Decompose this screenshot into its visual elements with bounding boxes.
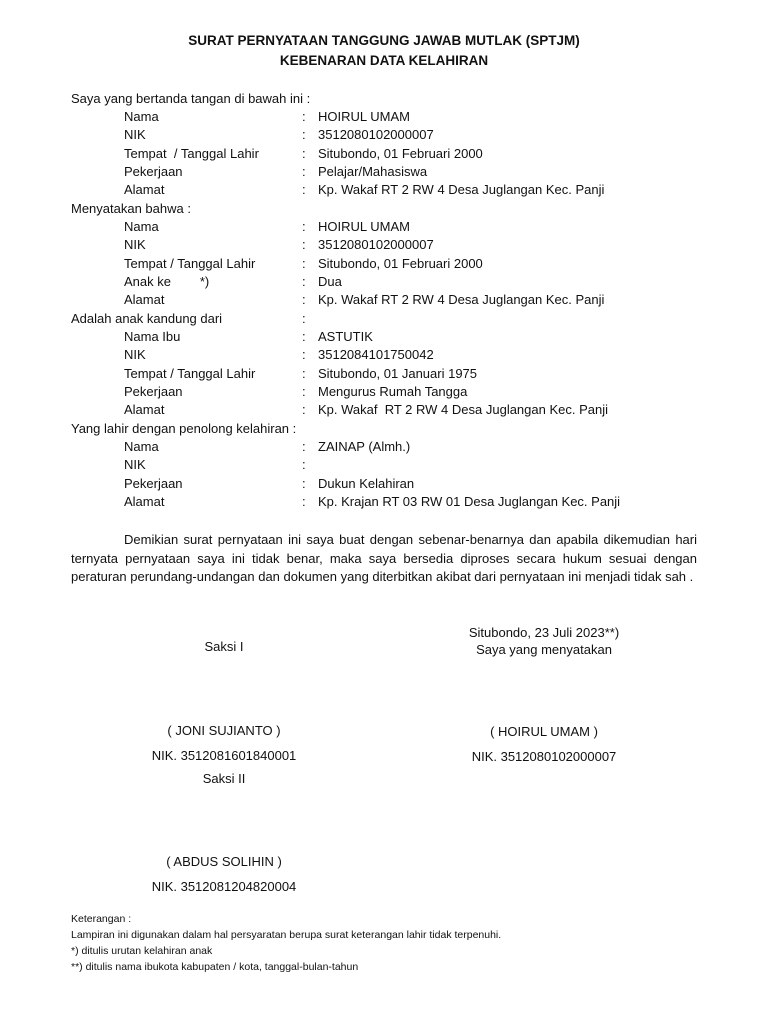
field-value: Kp. Wakaf RT 2 RW 4 Desa Juglangan Kec. Panji <box>318 402 608 417</box>
field-label: NIK <box>124 347 146 362</box>
field-label: Alamat <box>124 402 165 417</box>
declarant-caption: Saya yang menyatakan <box>476 642 612 657</box>
field-value: 3512084101750042 <box>318 347 434 362</box>
field-colon: : <box>302 384 306 399</box>
field-label: Tempat / Tanggal Lahir <box>124 146 259 161</box>
field-label: Alamat <box>124 494 165 509</box>
field-label: NIK <box>124 237 146 252</box>
field-colon: : <box>302 439 306 454</box>
notes-heading: Keterangan : <box>71 913 132 925</box>
field-colon: : <box>302 457 306 472</box>
note-line: **) ditulis nama ibukota kabupaten / kota, tanggal-bulan-tahun <box>71 961 359 973</box>
field-label: Tempat / Tanggal Lahir <box>124 366 256 381</box>
declarant-name: ( HOIRUL UMAM ) <box>490 724 598 739</box>
field-colon: : <box>302 476 306 491</box>
field-label: Nama Ibu <box>124 329 181 344</box>
field-colon: : <box>302 182 306 197</box>
witness-2-nik: NIK. 3512081204820004 <box>151 879 297 894</box>
field-value: HOIRUL UMAM <box>318 109 410 124</box>
field-value: Mengurus Rumah Tangga <box>318 384 468 399</box>
field-label: Nama <box>124 219 159 234</box>
field-value: HOIRUL UMAM <box>318 219 410 234</box>
witness-2-caption: Saksi II <box>202 771 246 786</box>
field-label: Nama <box>124 439 159 454</box>
field-label: Pekerjaan <box>124 164 183 179</box>
field-value: Dukun Kelahiran <box>318 476 415 491</box>
field-label: NIK <box>124 127 146 142</box>
field-label: Tempat / Tanggal Lahir <box>124 256 256 271</box>
field-value: Situbondo, 01 Februari 2000 <box>318 146 483 161</box>
section-heading-declarant: Saya yang bertanda tangan di bawah ini : <box>71 91 311 106</box>
field-value: Pelajar/Mahasiswa <box>318 164 428 179</box>
field-colon: : <box>302 366 306 381</box>
field-colon: : <box>302 219 306 234</box>
witness-1-caption: Saksi I <box>204 639 244 654</box>
section-heading-statement: Menyatakan bahwa : <box>71 201 191 216</box>
place-date: Situbondo, 23 Juli 2023**) <box>468 625 620 640</box>
field-label: Pekerjaan <box>124 384 183 399</box>
document-title-line-2: KEBENARAN DATA KELAHIRAN <box>279 53 489 68</box>
field-colon: : <box>302 274 306 289</box>
statement-paragraph: Demikian surat pernyataan ini saya buat dengan sebenar-benarnya dan apabila dikemudian hari ternyata pernyataan saya ini tidak benar, maka saya bersedia diproses secara hukum sesuai dengan peraturan perundang-undangan dan dokumen yang diterbitkan akibat dari pernyataan ini menjadi tidak sah . <box>71 532 697 584</box>
witness-1-name: ( JONI SUJIANTO ) <box>167 723 281 738</box>
field-value: Situbondo, 01 Januari 1975 <box>318 366 478 381</box>
field-value: Kp. Wakaf RT 2 RW 4 Desa Juglangan Kec. Panji <box>318 292 605 307</box>
note-line: *) ditulis urutan kelahiran anak <box>71 945 213 957</box>
field-colon: : <box>302 127 306 142</box>
field-colon: : <box>302 494 306 509</box>
field-value: Dua <box>318 274 342 289</box>
field-label: Pekerjaan <box>124 476 183 491</box>
field-label: Nama <box>124 109 159 124</box>
field-value: ZAINAP (Almh.) <box>318 439 411 454</box>
field-colon: : <box>302 256 306 271</box>
field-colon: : <box>302 329 306 344</box>
field-label: NIK <box>124 457 146 472</box>
field-value: ASTUTIK <box>318 329 373 344</box>
field-label: Alamat <box>124 182 165 197</box>
field-label: Anak ke *) <box>124 274 210 289</box>
field-colon: : <box>302 347 306 362</box>
document-title-line-1: SURAT PERNYATAAN TANGGUNG JAWAB MUTLAK (SPTJM) <box>188 33 580 48</box>
field-value: Kp. Krajan RT 03 RW 01 Desa Juglangan Kec. Panji <box>318 494 621 509</box>
field-colon: : <box>302 164 306 179</box>
field-colon: : <box>302 311 306 326</box>
field-value: Situbondo, 01 Februari 2000 <box>318 256 483 271</box>
declarant-nik: NIK. 3512080102000007 <box>471 749 617 764</box>
field-label: Alamat <box>124 292 165 307</box>
field-colon: : <box>302 237 306 252</box>
section-heading-birth-attendant: Yang lahir dengan penolong kelahiran : <box>71 421 297 436</box>
note-line: Lampiran ini digunakan dalam hal persyaratan berupa surat keterangan lahir tidak terpenuhi. <box>71 929 502 941</box>
field-colon: : <box>302 402 306 417</box>
field-colon: : <box>302 109 306 124</box>
field-colon: : <box>302 292 306 307</box>
witness-2-name: ( ABDUS SOLIHIN ) <box>166 854 282 869</box>
field-value: 3512080102000007 <box>318 237 434 252</box>
section-heading-parent: Adalah anak kandung dari <box>71 311 223 326</box>
field-colon: : <box>302 146 306 161</box>
field-value: Kp. Wakaf RT 2 RW 4 Desa Juglangan Kec. Panji <box>318 182 605 197</box>
witness-1-nik: NIK. 3512081601840001 <box>151 748 297 763</box>
field-value: 3512080102000007 <box>318 127 434 142</box>
